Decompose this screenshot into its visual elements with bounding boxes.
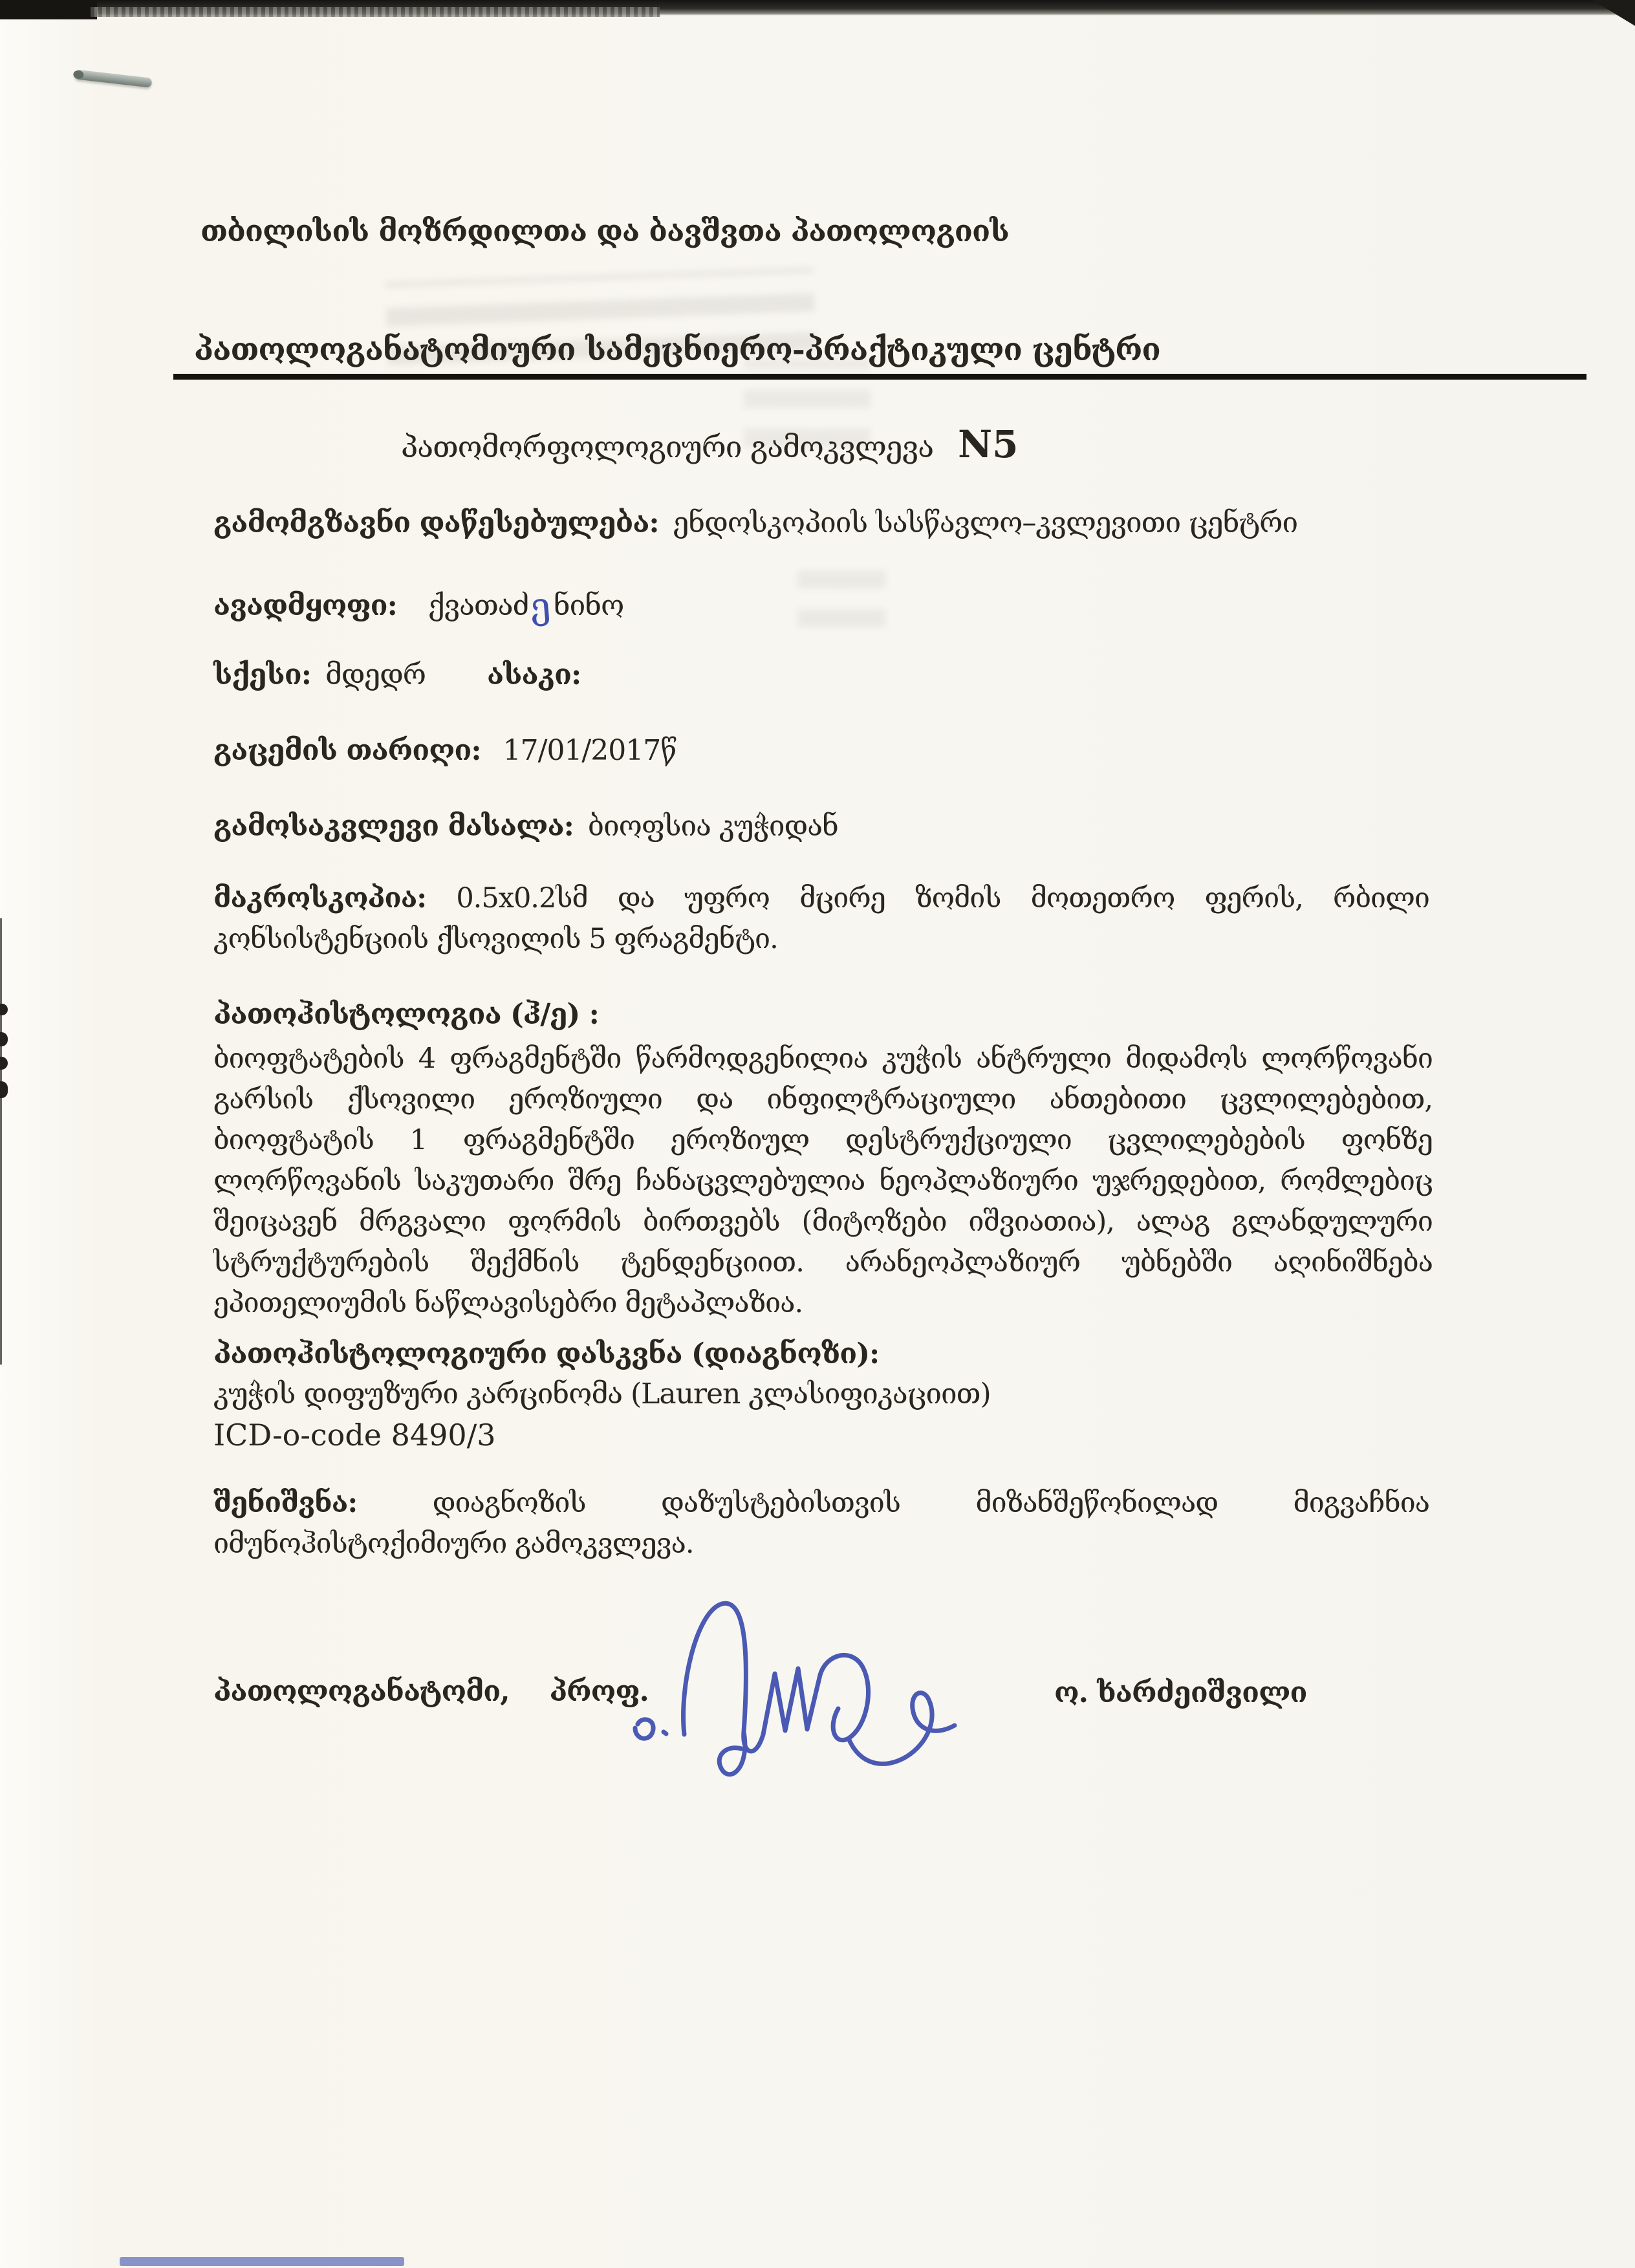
patient-name-handwritten-letter: ე bbox=[528, 584, 552, 629]
document-title bbox=[401, 422, 1018, 466]
diagnosis-text: კუჭის დიფუზური კარცინომა (Lauren კლასიფიკაციით) bbox=[213, 1377, 991, 1410]
note-paragraph bbox=[213, 1483, 1429, 1564]
material-value: ბიოფსია კუჭიდან bbox=[587, 810, 838, 843]
patient-label: ავადმყოფი: bbox=[213, 589, 397, 622]
bleed-through-artifact bbox=[797, 568, 885, 636]
macroscopy-text: 0.5x0.2სმ და უფრო მცირე ზომის მოთეთრო ფერის, რბილი კონსისტენციის ქსოვილის 5 ფრაგმენტი. bbox=[213, 882, 1429, 955]
patient-name-rest: ნინო bbox=[553, 589, 624, 622]
issue-date-value: 17/01/2017წ bbox=[503, 734, 677, 767]
scan-edge-texture bbox=[91, 7, 660, 17]
scan-edge-top-left bbox=[0, 0, 97, 19]
sex-value: მდედრ bbox=[325, 658, 426, 691]
note-label: შენიშვნა: bbox=[213, 1487, 358, 1519]
sender-label: გამომგზავნი დაწესებულება: bbox=[213, 506, 659, 539]
issue-date-label: გაცემის თარიღი: bbox=[213, 734, 481, 767]
signature-name: ო. ხარძეიშვილი bbox=[1054, 1676, 1307, 1709]
signature-role: პათოლოგანატომი, bbox=[213, 1675, 510, 1708]
staple bbox=[74, 69, 153, 87]
signature-ink bbox=[601, 1571, 990, 1791]
scan-edge-bottom-blue-strip bbox=[120, 2257, 404, 2266]
histology-paragraph: ბიოფტატების 4 ფრაგმენტში წარმოდგენილია კუჭის ანტრული მიდამოს ლორწოვანი გარსის ქსოვილი ეროზიული და ინფილტრაციული ანთებითი ცვლილებებით, ბიოფტატის 1 ფრაგმენტში ეროზიულ დესტრუქციული ცვლილებების ფონზე ლორწოვანის საკუთარი შრე ჩანაცვლებულია ნეოპლაზიური უჯრედებით, რომლებიც შეიცავენ მრგვალი ფორმის ბირთვებს (მიტოზები იშვიათია), ალაგ გლანდულური სტრუქტურების შექმნის ტენდენციით. არანეოპლაზიურ უბნებში აღინიშნება ეპითელიუმის ნაწლავისებრი მეტაპლაზია. bbox=[213, 1042, 1433, 1319]
header-organization-line1: თბილისის მოზრდილთა და ბავშვთა პათოლოგიის bbox=[200, 213, 1009, 248]
edge-text-fragment bbox=[0, 1004, 8, 1015]
field-sender bbox=[213, 506, 1297, 539]
macroscopy-label: მაკროსკოპია: bbox=[213, 882, 427, 914]
scan-edge-left-line bbox=[0, 918, 2, 1365]
document-number: N5 bbox=[958, 422, 1019, 466]
edge-text-fragment bbox=[0, 1081, 8, 1098]
field-patient bbox=[213, 582, 624, 629]
staple-tip bbox=[73, 70, 84, 80]
icd-code: ICD-o-code 8490/3 bbox=[213, 1418, 496, 1453]
note-text: დიაგნოზის დაზუსტებისთვის მიზანშეწონილად მიგვაჩნია იმუნოჰისტოქიმიური გამოკვლევა. bbox=[213, 1487, 1429, 1560]
edge-text-fragment bbox=[0, 1032, 8, 1046]
header-organization-line2: პათოლოგანატომიური სამეცნიერო-პრაქტიკული ცენტრი bbox=[194, 332, 1160, 368]
histology-label: პათოჰისტოლოგია (ჰ/ე) : bbox=[213, 998, 599, 1031]
signature-prof: პროფ. bbox=[549, 1675, 649, 1708]
material-label: გამოსაკვლევი მასალა: bbox=[213, 810, 574, 843]
field-material bbox=[213, 810, 838, 843]
document-title-text: პათომორფოლოგიური გამოკვლევა bbox=[401, 429, 934, 464]
conclusion-label: პათოჰისტოლოგიური დასკვნა (დიაგნოზი): bbox=[213, 1337, 880, 1370]
header-underline-rule bbox=[173, 374, 1586, 380]
patient-name-printed: ქვათაძ bbox=[428, 589, 529, 622]
edge-text-fragment bbox=[0, 1057, 8, 1070]
sender-value: ენდოსკოპიის სასწავლო–კვლევითი ცენტრი bbox=[673, 506, 1298, 539]
macroscopy-paragraph bbox=[213, 878, 1429, 960]
field-issue-date bbox=[213, 734, 677, 767]
field-sex-age bbox=[213, 658, 581, 691]
age-label: ასაკი: bbox=[487, 658, 581, 691]
sex-label: სქესი: bbox=[213, 658, 311, 691]
signature-role-line bbox=[213, 1675, 649, 1708]
